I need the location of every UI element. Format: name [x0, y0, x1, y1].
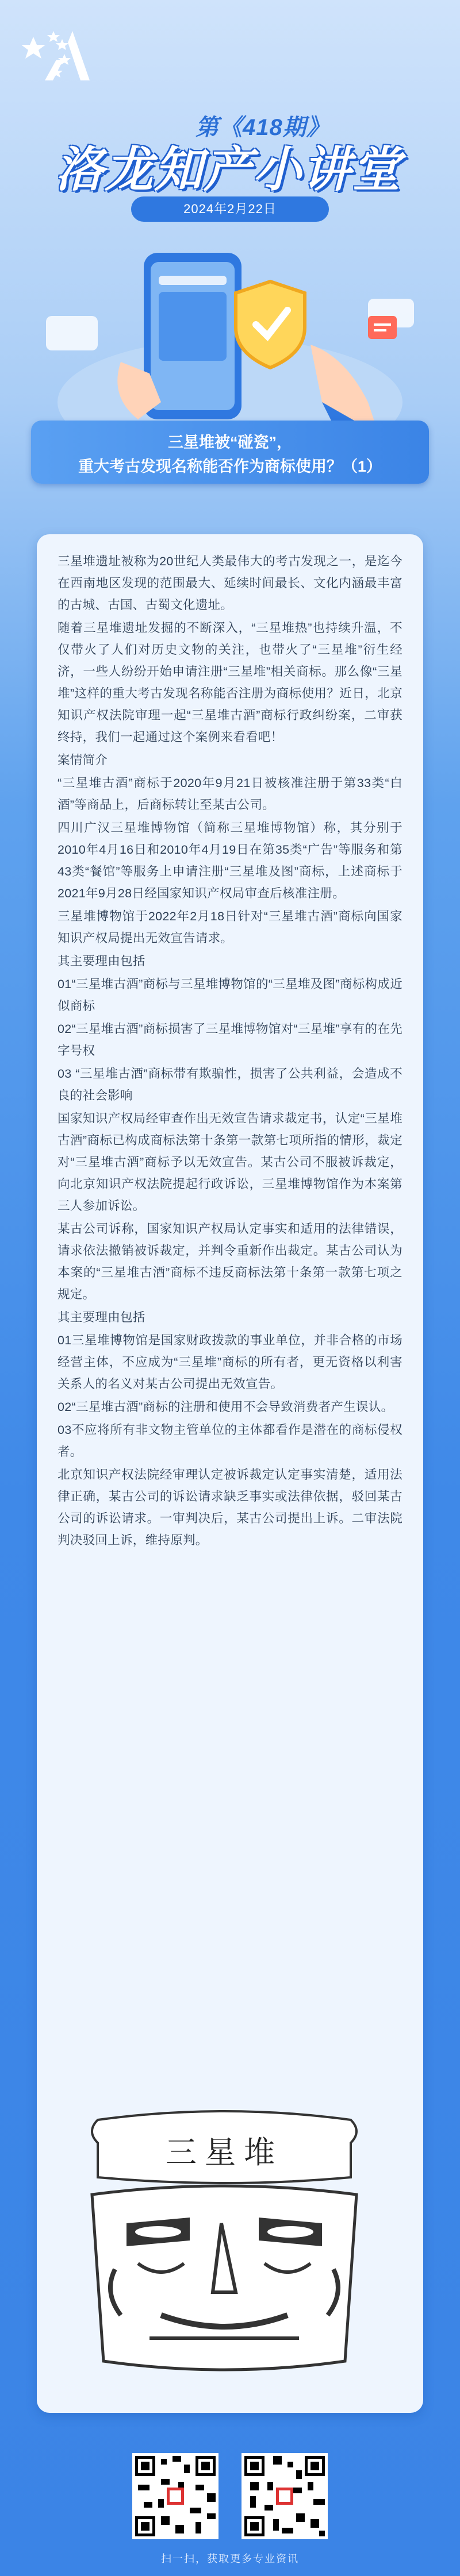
footer-caption: 扫一扫，获取更多专业资讯: [161, 2553, 299, 2565]
article-body: [57, 550, 402, 1552]
paragraph-registration: “三星堆古酒”商标于2020年9月21日被核准注册于第33类“白酒”等商品上，后商标转让至某古公司。: [57, 776, 402, 812]
paragraph-museum-claim: 四川广汉三星堆博物馆（简称三星堆博物馆）称，其分别于2010年4月16日和2010年4月19日在第35类“广告”等服务和第43类“餐馆”等服务上申请注册“三星堆及图”商标，上述商标于2021年9月28日经国家知识产权局审查后核准注册。: [57, 821, 402, 900]
reason-item: 02“三星堆古酒”商标损害了三星堆博物馆对“三星堆”享有的在先字号权: [57, 1022, 402, 1058]
paragraph-intro: 三星堆遗址被称为20世纪人类最伟大的考古发现之一，是迄今在西南地区发现的范围最大、延续时间最长、文化内涵最丰富的古城、古国、古蜀文化遗址。: [57, 554, 402, 612]
date-badge: 2024年2月22日: [131, 196, 329, 222]
qr-code-1-icon: [132, 2453, 218, 2539]
header-area: [0, 0, 460, 529]
section-heading-reasons-2: 其主要理由包括: [57, 1310, 145, 1324]
article-title-line-2: 重大考古发现名称能否作为商标使用？（1）: [78, 458, 382, 475]
paragraph-background: 随着三星堆遗址发掘的不断深入，“三星堆热”也持续升温，不仅带火了人们对历史文物的关注，也带火了“三星堆”衍生经济，一些人纷纷开始申请注册“三星堆”相关商标。那么像“三星堆”这样的重大考古发现名称能否注册为商标使用？近日，北京知识产权法院审理一起“三星堆古酒”商标行政纠纷案，二审获终持，我们一起通过这个案例来看看吧！: [57, 621, 402, 744]
paragraph-invalidation-request: 三星堆博物馆于2022年2月18日针对“三星堆古酒”商标向国家知识产权局提出无效宣告请求。: [57, 909, 402, 945]
section-heading-reasons-1: 其主要理由包括: [57, 954, 145, 968]
qr-code-2[interactable]: [241, 2453, 328, 2539]
qr-code-1[interactable]: [132, 2453, 218, 2539]
reason-item: 03不应将所有非文物主管单位的主体都看作是潜在的商标侵权者。: [57, 1423, 402, 1459]
issue-number: 第《418期》: [195, 115, 330, 140]
office-logo-icon: [22, 25, 91, 83]
paragraph-judgment: 北京知识产权法院经审理认定被诉裁定认定事实清楚，适用法律正确，某古公司的诉讼请求缺乏事实或法律依据，驳回某古公司的诉讼请求。一审判决后，某古公司提出上诉。二审法院判决驳回上诉，维持原判。: [57, 1468, 402, 1547]
paragraph-lawsuit: 某古公司诉称，国家知识产权局认定事实和适用的法律错误，请求依法撤销被诉裁定，并判令重新作出裁定。某古公司认为本案的“三星堆古酒”商标不违反商标法第十条第一款第七项之规定。: [57, 1222, 402, 1301]
stamp-text: 三星堆: [166, 2134, 283, 2170]
reason-item: 01三星堆博物馆是国家财政拨款的事业单位，并非合格的市场经营主体，不应成为“三星堆”商标的所有者，更无资格以利害关系人的名义对某古公司提出无效宣告。: [57, 1333, 402, 1391]
reason-item: 01“三星堆古酒”商标与三星堆博物馆的“三星堆及图”商标构成近似商标: [57, 977, 402, 1013]
section-heading-case: 案情简介: [57, 753, 108, 767]
reason-item: 03 “三星堆古酒”商标带有欺骗性，损害了公共利益，会造成不良的社会影响: [57, 1067, 402, 1102]
reason-item: 02“三星堆古酒”商标的注册和使用不会导致消费者产生误认。: [57, 1400, 394, 1414]
paragraph-ruling: 国家知识产权局经审查作出无效宣告请求裁定书，认定“三星堆古酒”商标已构成商标法第十条第一款第七项所指的情形，裁定对“三星堆古酒”商标予以无效宣告。某古公司不服被诉裁定，向北京知识产权法院提起行政诉讼，三星堆博物馆作为本案第三人参加诉讼。: [57, 1112, 402, 1213]
qr-code-2-icon: [241, 2453, 328, 2539]
page-title: 洛龙知产小讲堂: [55, 142, 402, 196]
sanxingdui-trademark-mark-icon: [75, 2108, 374, 2373]
article-title-line-1: 三星堆被“碰瓷”，: [168, 434, 292, 451]
article-title-banner: [31, 421, 429, 484]
